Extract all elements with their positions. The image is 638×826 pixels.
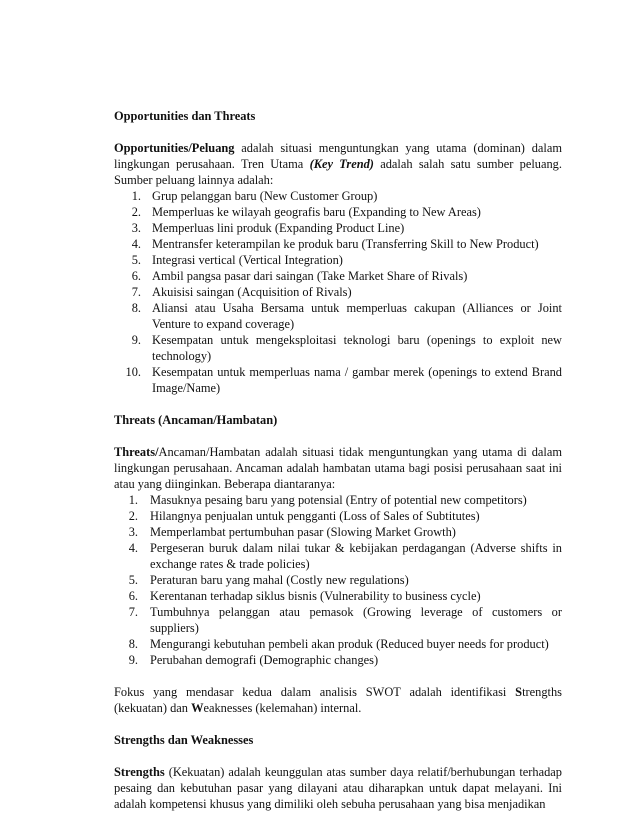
- item-number: 3.: [128, 525, 138, 539]
- list-item: [114, 268, 562, 284]
- item-text: Memperluas lini produk (Expanding Product Line): [152, 221, 405, 235]
- item-number: 4.: [131, 237, 141, 251]
- threats-term: Threats/: [114, 445, 159, 459]
- opportunities-term: Opportunities/Peluang: [114, 141, 235, 155]
- strengths-intro-text: (Kekuatan) adalah keunggulan atas sumber daya relatif/berhubungan terhadap pesaing dan kebutuhan pasar yang dilayani atau diharapkan untuk dapat melayani. Ini adalah kompetensi khusus yang dimiliki oleh sebuha perusahaan yang bisa menjadikan: [114, 765, 562, 811]
- item-number: 4.: [128, 541, 138, 555]
- item-number: 9.: [128, 653, 138, 667]
- list-item: [114, 572, 562, 588]
- item-text: Perubahan demografi (Demographic changes): [150, 653, 379, 667]
- swot-focus-paragraph: [114, 684, 562, 716]
- opportunities-intro: [114, 140, 562, 188]
- item-text: Memperluas ke wilayah geografis baru (Expanding to New Areas): [152, 205, 481, 219]
- item-number: 8.: [131, 301, 141, 315]
- item-text: Pergeseran buruk dalam nilai tukar & kebijakan perdagangan (Adverse shifts in exchange rates & trade policies): [150, 541, 562, 571]
- item-number: 9.: [131, 333, 141, 347]
- list-item: [114, 492, 562, 508]
- focus-text-2: trengths (kekuatan) dan: [114, 685, 562, 715]
- item-text: Integrasi vertical (Vertical Integration): [152, 253, 343, 267]
- opportunities-intro-text-2: adalah salah satu sumber peluang. Sumber peluang lainnya adalah:: [114, 157, 562, 187]
- strengths-weaknesses-heading: Strengths dan Weaknesses: [114, 733, 254, 747]
- list-item: [114, 364, 562, 396]
- weaknesses-initial: W: [191, 701, 204, 715]
- item-number: 1.: [128, 493, 138, 507]
- list-item: [114, 332, 562, 364]
- opportunities-threats-heading: Opportunities dan Threats: [114, 109, 256, 123]
- list-item: [114, 508, 562, 524]
- item-number: 2.: [128, 509, 138, 523]
- strengths-term: Strengths: [114, 765, 165, 779]
- item-number: 5.: [128, 573, 138, 587]
- item-text: Memperlambat pertumbuhan pasar (Slowing Market Growth): [150, 525, 456, 539]
- item-text: Aliansi atau Usaha Bersama untuk memperluas cakupan (Alliances or Joint Venture to expand coverage): [152, 301, 562, 331]
- item-text: Grup pelanggan baru (New Customer Group): [152, 189, 378, 203]
- item-text: Mengurangi kebutuhan pembeli akan produk (Reduced buyer needs for product): [150, 637, 549, 651]
- list-item: [114, 220, 562, 236]
- list-item: [114, 236, 562, 252]
- threats-intro: [114, 444, 562, 492]
- list-item: [114, 204, 562, 220]
- item-text: Masuknya pesaing baru yang potensial (Entry of potential new competitors): [150, 493, 527, 507]
- item-text: Hilangnya penjualan untuk pengganti (Loss of Sales of Subtitutes): [150, 509, 480, 523]
- list-item: [114, 524, 562, 540]
- item-number: 6.: [128, 589, 138, 603]
- focus-text-1: Fokus yang mendasar kedua dalam analisis SWOT adalah identifikasi: [114, 685, 516, 699]
- document-page: [114, 108, 562, 812]
- list-item: [114, 604, 562, 636]
- item-number: 6.: [131, 269, 141, 283]
- list-item: [114, 636, 562, 652]
- list-item: [114, 588, 562, 604]
- item-number: 5.: [131, 253, 141, 267]
- threats-list: [114, 492, 562, 668]
- item-text: Kesempatan untuk mengeksploitasi teknologi baru (openings to exploit new technology): [152, 333, 562, 363]
- threats-intro-text: Ancaman/Hambatan adalah situasi tidak menguntungkan yang utama di dalam lingkungan perusahaan. Ancaman adalah hambatan utama bagi posisi perusahaan saat ini atau yang diinginkan. Beberapa diantaranya:: [114, 445, 562, 491]
- item-number: 7.: [131, 285, 141, 299]
- list-item: [114, 252, 562, 268]
- threats-heading: Threats (Ancaman/Hambatan): [114, 413, 278, 427]
- opportunities-intro-text: adalah situasi menguntungkan yang utama (dominan) dalam lingkungan perusahaan. Tren Utama: [114, 141, 562, 171]
- list-item: [114, 284, 562, 300]
- strengths-intro: [114, 764, 562, 812]
- list-item: [114, 540, 562, 572]
- item-number: 2.: [131, 205, 141, 219]
- item-text: Ambil pangsa pasar dari saingan (Take Market Share of Rivals): [152, 269, 468, 283]
- item-text: Kesempatan untuk memperluas nama / gambar merek (openings to extend Brand Image/Name): [152, 365, 562, 395]
- focus-text-3: eaknesses (kelemahan) internal.: [203, 701, 362, 715]
- item-number: 3.: [131, 221, 141, 235]
- item-text: Mentransfer keterampilan ke produk baru (Transferring Skill to New Product): [152, 237, 539, 251]
- list-item: [114, 188, 562, 204]
- item-text: Peraturan baru yang mahal (Costly new regulations): [150, 573, 409, 587]
- list-item: [114, 652, 562, 668]
- opportunities-list: [114, 188, 562, 396]
- item-text: Tumbuhnya pelanggan atau pemasok (Growing leverage of customers or suppliers): [150, 605, 562, 635]
- item-text: Akuisisi saingan (Acquisition of Rivals): [152, 285, 352, 299]
- list-item: [114, 300, 562, 332]
- item-number: 8.: [128, 637, 138, 651]
- item-number: 10.: [125, 365, 141, 379]
- strengths-initial: S: [515, 685, 523, 699]
- key-trend-term: (Key Trend): [309, 157, 374, 171]
- item-number: 7.: [128, 605, 138, 619]
- item-text: Kerentanan terhadap siklus bisnis (Vulnerability to business cycle): [150, 589, 481, 603]
- item-number: 1.: [131, 189, 141, 203]
